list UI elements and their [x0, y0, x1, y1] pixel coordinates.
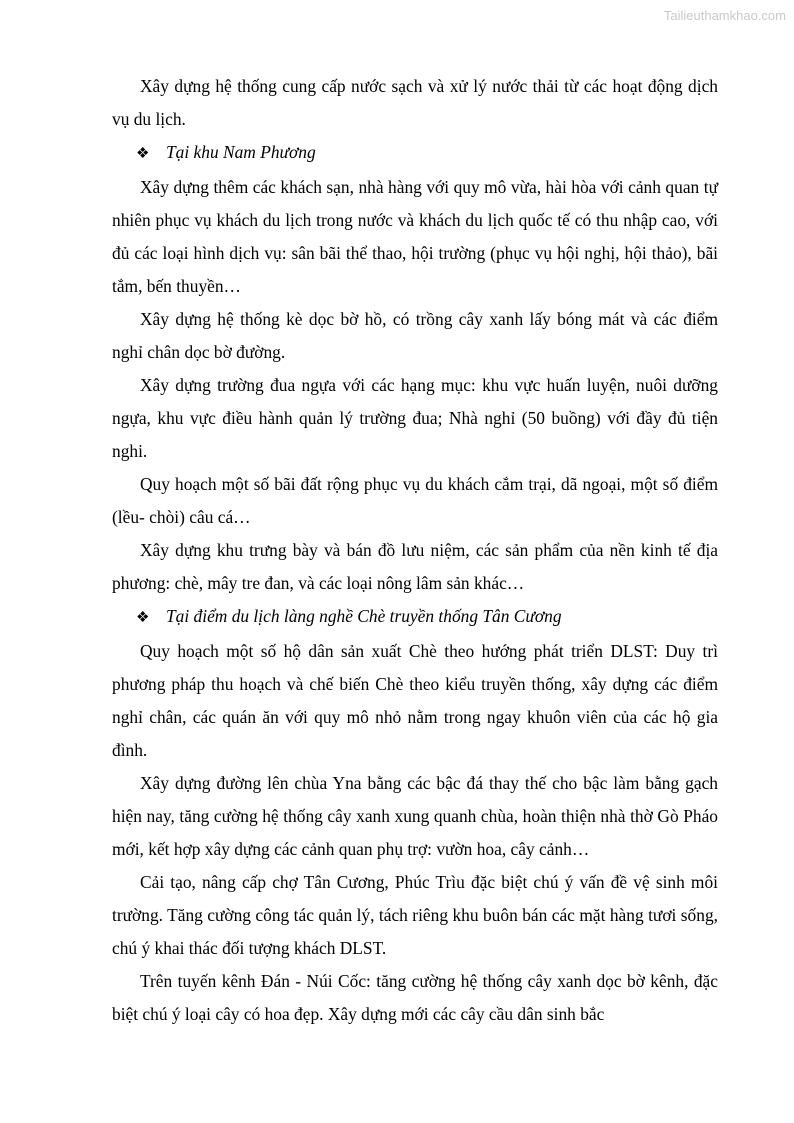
section-heading [112, 600, 718, 635]
paragraph: Xây dựng thêm các khách sạn, nhà hàng với quy mô vừa, hài hòa với cảnh quan tự nhiên phục vụ khách du lịch trong nước và khách du lịch quốc tế có thu nhập cao, với đủ các loại hình dịch vụ: sân bãi thể thao, hội trường (phục vụ hội nghị, hội thảo), bãi tắm, bến thuyền… [112, 177, 718, 296]
watermark-text: Tailieuthamkhao.com [663, 8, 786, 23]
paragraph: Xây dựng khu trưng bày và bán đồ lưu niệm, các sản phẩm của nền kinh tế địa phương: chè, mây tre đan, và các loại nông lâm sản khác… [112, 540, 718, 593]
paragraph: Trên tuyến kênh Đán - Núi Cốc: tăng cường hệ thống cây xanh dọc bờ kênh, đặc biệt chú ý loại cây có hoa đẹp. Xây dựng mới các cây cầu dân sinh bắc [112, 971, 718, 1024]
paragraph: Quy hoạch một số bãi đất rộng phục vụ du khách cắm trại, dã ngoại, một số điểm (lều- chòi) câu cá… [112, 474, 718, 527]
section-heading-text: Tại khu Nam Phương [166, 142, 316, 162]
paragraph: Xây dựng đường lên chùa Yna bằng các bậc đá thay thế cho bậc làm bằng gạch hiện nay, tăng cường hệ thống cây xanh xung quanh chùa, hoàn thiện nhà thờ Gò Pháo mới, kết hợp xây dựng các cảnh quan phụ trợ: vườn hoa, cây cảnh… [112, 773, 718, 859]
paragraph: Xây dựng trường đua ngựa với các hạng mục: khu vực huấn luyện, nuôi dưỡng ngựa, khu vực điều hành quản lý trường đua; Nhà nghỉ (50 buồng) với đầy đủ tiện nghi. [112, 375, 718, 461]
document-body [112, 70, 718, 1031]
paragraph: Xây dựng hệ thống cung cấp nước sạch và xử lý nước thải từ các hoạt động dịch vụ du lịch. [112, 76, 718, 129]
paragraph: Cải tạo, nâng cấp chợ Tân Cương, Phúc Trìu đặc biệt chú ý vấn đề vệ sinh môi trường. Tăng cường công tác quản lý, tách riêng khu buôn bán các mặt hàng tươi sống, chú ý khai thác đối tượng khách DLST. [112, 872, 718, 958]
section-heading-text: Tại điểm du lịch làng nghề Chè truyền thống Tân Cương [166, 606, 562, 626]
diamond-bullet-icon: ❖ [136, 610, 150, 626]
diamond-bullet-icon: ❖ [136, 146, 150, 162]
paragraph: Xây dựng hệ thống kè dọc bờ hồ, có trồng cây xanh lấy bóng mát và các điểm nghỉ chân dọc bờ đường. [112, 309, 718, 362]
section-heading [112, 136, 718, 171]
paragraph: Quy hoạch một số hộ dân sản xuất Chè theo hướng phát triển DLST: Duy trì phương pháp thu hoạch và chế biến Chè theo kiểu truyền thống, xây dựng các điểm nghỉ chân, các quán ăn với quy mô nhỏ nằm trong ngay khuôn viên của các hộ gia đình. [112, 641, 718, 760]
